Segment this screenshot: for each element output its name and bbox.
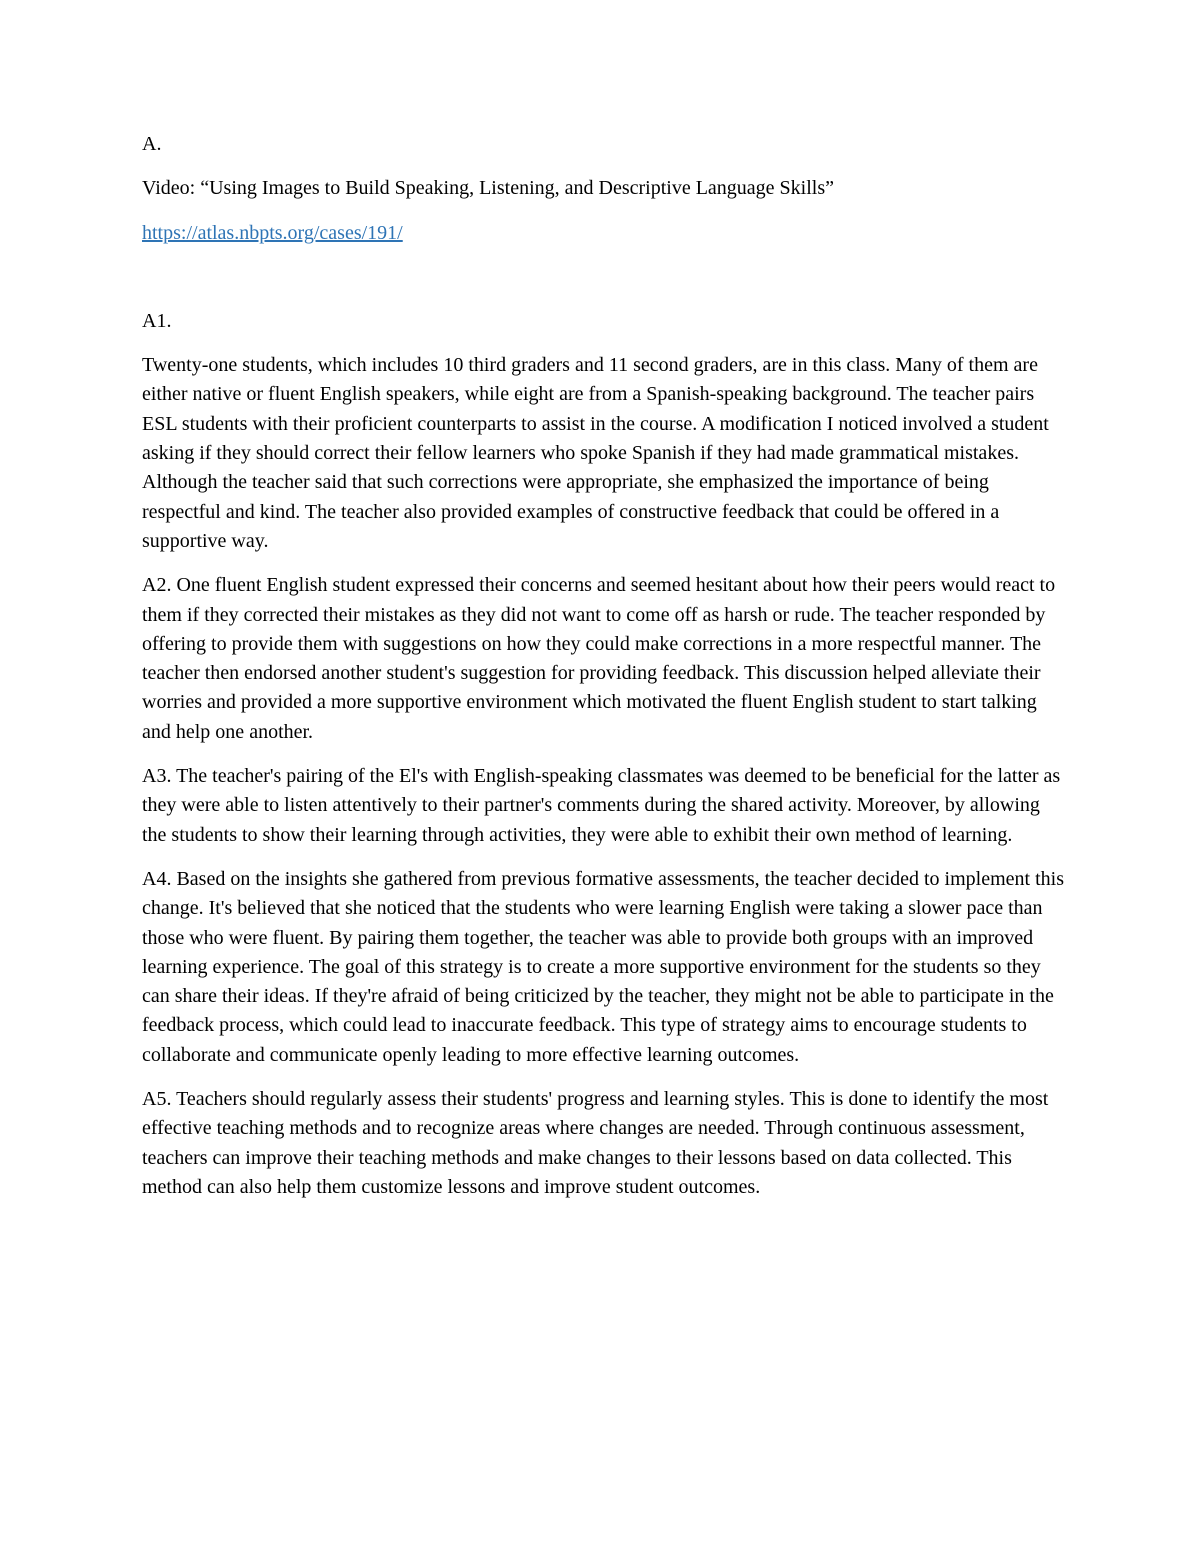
a1-paragraph: Twenty-one students, which includes 10 third graders and 11 second graders, are in this class. Many of them are either native or fluent English speakers, while eight are from a Spanish-speaking background. The teacher pairs ESL students with their proficient counterparts to assist in the course. A modification I noticed involved a student asking if they should correct their fellow learners who spoke Spanish if they had made grammatical mistakes. Although the teacher said that such corrections were appropriate, she emphasized the importance of being respectful and kind. The teacher also provided examples of constructive feedback that could be offered in a supportive way. bbox=[142, 354, 1049, 552]
a4-paragraph: A4. Based on the insights she gathered from previous formative assessments, the teacher decided to implement this change. It's believed that she noticed that the students who were learning English were taking a slower pace than those who were fluent. By pairing them together, the teacher was able to provide both groups with an improved learning experience. The goal of this strategy is to create a more supportive environment for the students so they can share their ideas. If they're afraid of being criticized by the teacher, they might not be able to participate in the feedback process, which could lead to inaccurate feedback. This type of strategy aims to encourage students to collaborate and communicate openly leading to more effective learning outcomes. bbox=[142, 867, 1064, 1066]
a2-paragraph: A2. One fluent English student expressed their concerns and seemed hesitant about how their peers would react to them if they corrected their mistakes as they did not want to come off as harsh or rude. The teacher responded by offering to provide them with suggestions on how they could make corrections in a more respectful manner. The teacher then endorsed another student's suggestion for providing feedback. This discussion helped alleviate their worries and provided a more supportive environment which motivated the fluent English student to start talking and help one another. bbox=[142, 574, 1056, 743]
a5-paragraph: A5. Teachers should regularly assess their students' progress and learning styles. This is done to identify the most effective teaching methods and to recognize areas where changes are needed. Through continuous assessment, teachers can improve their teaching methods and make changes to their lessons based on data collected. This method can also help them customize lessons and improve student outcomes. bbox=[142, 1088, 1049, 1198]
a3-paragraph: A3. The teacher's pairing of the El's with English-speaking classmates was deemed to be beneficial for the latter as they were able to listen attentively to their partner's comments during the shared activity. Moreover, by allowing the students to show their learning through activities, they were able to exhibit their own method of learning. bbox=[142, 765, 1061, 846]
blank-line-spacer bbox=[142, 263, 1067, 307]
document-page bbox=[142, 130, 1067, 1217]
video-link-line bbox=[142, 219, 1067, 248]
section-a-heading: A. bbox=[142, 133, 162, 155]
video-link[interactable]: https://atlas.nbpts.org/cases/191/ bbox=[142, 221, 403, 244]
a1-heading: A1. bbox=[142, 309, 172, 332]
video-title-line: Video: “Using Images to Build Speaking, Listening, and Descriptive Language Skills” bbox=[142, 177, 835, 200]
